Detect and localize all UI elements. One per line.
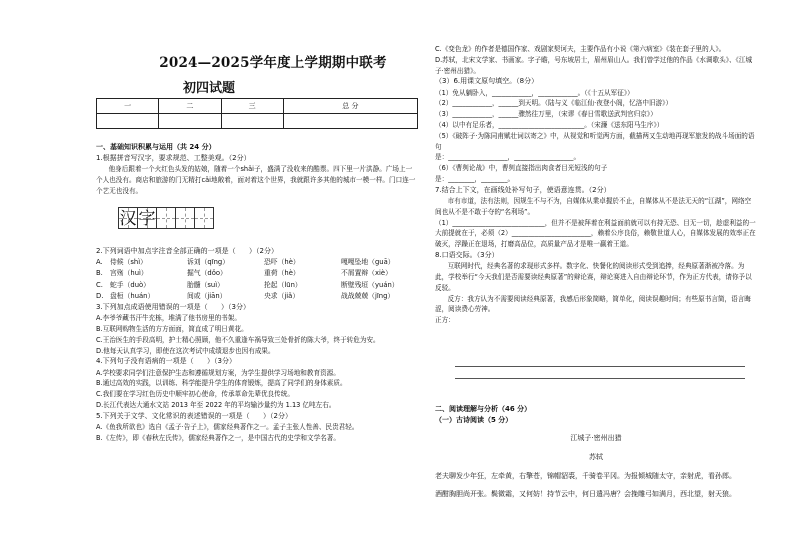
option-letter: A. — [96, 258, 103, 267]
poem-stanza-1: 老夫聊发少年狂，左牵黄，右擎苍，锦帽貂裘，千骑卷平冈。为报倾城随太守，亲射虎，看孙郎。 — [435, 471, 736, 480]
question-4-option-d: D.长江代表达大通水文站 2013 年至 2022 年的平均输沙量约为 1.13 亿吨左右。 — [96, 401, 336, 409]
option-item: 蛇手（duò） — [110, 280, 150, 289]
option-item: 嘎嘎坠地（guā） — [341, 258, 395, 267]
option-item: 盘桓（huán） — [110, 291, 155, 300]
answer-line[interactable] — [455, 378, 745, 379]
poem-author: 苏轼 — [589, 453, 603, 461]
poem-stanza-2: 酒酣胸胆尚开张。鬓微霜，又何妨！持节云中，何日遣冯唐？会挽雕弓如满月，西北望，射天狼。 — [435, 490, 736, 499]
grid-cell — [175, 207, 195, 229]
grid-cell — [194, 207, 214, 229]
question-6-line-5-answer[interactable]: 是：__________________，__________________。 — [435, 153, 581, 162]
right-column — [435, 44, 757, 326]
right-column-reading — [435, 404, 757, 508]
score-header-total: 总 分 — [283, 99, 417, 114]
left-column — [96, 142, 418, 197]
question-6-line-6-answer[interactable]: 是：________，________。 — [435, 174, 515, 183]
question-3-option-a: A.李爷爷藏书汗牛充栋，堆满了他书房里的书架。 — [96, 314, 241, 323]
question-6-line-1[interactable]: （1）免从躺卧入，____________，____________。（《十五从军征》） — [435, 88, 634, 97]
question-3-option-c: C.王治医生的手段高明，护士精心照顾，他不久重逢车祸导致三处骨折的陈大爷，终于转危为安。 — [96, 335, 380, 344]
score-cell-1[interactable] — [97, 114, 159, 129]
option-letter: B. — [96, 269, 103, 278]
question-5-option-d: D.苏轼，北宋文学家、书画家。字子瞻，号东坡居士，眉州眉山人。我们曾学过他的作品《水调歌头》、《江城子·密州出猎》。 — [435, 55, 753, 75]
grid-cell: 汉 — [119, 209, 137, 229]
option-item: 不屑置辩（xiè） — [341, 269, 392, 278]
left-column-lower — [96, 246, 418, 444]
score-cell-3[interactable] — [221, 114, 283, 129]
option-item: 侍候（shì） — [110, 258, 147, 267]
score-header-3: 三 — [221, 99, 283, 114]
exam-title: 2024—2025学年度上学期期中联考 — [159, 55, 387, 71]
question-3-option-d: D.他每天认真学习，即使在这次考试中成绩退步也因有成果。 — [96, 346, 275, 355]
question-7-blanks[interactable]: （1）____________________________，但并不是被拜着在利益面前就可以有持无恐、目无一切，趁虚利益的一大前提就在于，必须（2）________________________，赖着公序良俗，赖敬世道人心，自媒体发展的效率正在破灭，浮躁正在退场，打磨高品位，高质量产品才是唯一赢着王道。 — [435, 218, 756, 249]
question-1-passage: 他身后跟着一个火红色头发的姑娘，随着一个shǎi子，盛满了没收来的酷票。四下里一片洪静。广场上一个人也没有。商店和旅游的门无精打cǎi地敞着，面对着这个世界，我就跟许多其他的城市一模一样。门口连一个艺无也没有。 — [96, 165, 416, 195]
question-5-option-c: C.《变色龙》的作者是德国作家、戏剧家契诃夫，主要作品有小说《第六病室》《装在套子里的人》。 — [435, 45, 726, 53]
option-item: 恐吓（hè） — [264, 258, 300, 267]
question-3: 3.下列加点成语使用错误的一项是（ ）（3分） — [96, 303, 250, 312]
score-header-2: 二 — [159, 99, 221, 114]
poem-title: 江城子·密州出猎 — [570, 434, 622, 443]
writing-grid[interactable] — [119, 207, 214, 229]
score-table — [96, 98, 418, 129]
question-4-option-a: A.学校要求同学们注意保护生态和遵循规划方案，为学生提供学习场地和教育资源。 — [96, 368, 340, 377]
question-5: 5.下列关于文学、文化常识的表述错误的一项是（ ）（2分） — [96, 411, 292, 420]
option-item: 间或（jiān） — [187, 291, 227, 300]
option-item: 掘气（dǒo） — [187, 269, 227, 278]
question-6-line-4[interactable]: （4）以中有足乐者，__________________________。（宋濂《送东阳马生序》） — [435, 120, 664, 129]
option-letter: C. — [96, 280, 103, 289]
question-6-line-2[interactable]: （2）____________，______到天明。（陆与义《临江仙·夜登小阁，忆洛中旧游》） — [435, 99, 673, 108]
exam-subtitle: 初四试题 — [183, 81, 236, 96]
question-5-option-b: B.《左传》，即《春秋左氏传》，儒家经典著作之一，是中国古代的史学和文学名著。 — [96, 433, 340, 442]
score-cell-2[interactable] — [159, 114, 221, 129]
question-6-line-6: （6）《曹刿论战》中，曹刿直接指出肉食者目光短浅的句子 — [435, 164, 608, 173]
answer-line[interactable] — [455, 366, 745, 367]
option-item: 央求（jiǎ） — [264, 291, 300, 300]
question-6-line-3[interactable]: （3）____________，______骤然往万里，（宋谬《春日雪歌送武判官归京》） — [435, 110, 657, 119]
question-7: 7.结合上下文，在画线处补写句子，使语意连贯。（2分） — [435, 185, 611, 194]
question-7-passage: 市有市道，法有法则，因规生不与不为，自媒体从業卓握於不止，自媒体从不是法无天的“江湖”，网络空间也从不是不敢于夺的“名利场”。 — [435, 196, 752, 216]
option-item: 诉刘（qīng） — [187, 258, 230, 267]
subsection-poetry: （一）古诗阅读（5 分） — [435, 416, 513, 425]
grid-cell: 字 — [138, 209, 156, 229]
question-4: 4.下列句子没有语病的一项是（ ）（3分） — [96, 357, 236, 366]
question-4-option-b: B.通过高效的实践，以训练、科学能提升学生的体育锻炼，提高了同学们的身体素质。 — [96, 379, 347, 388]
option-item: 胎髓（suì） — [187, 280, 224, 289]
section-1-heading: 一、基础知识积累与运用（共 24 分） — [96, 143, 216, 151]
question-1: 1.根据拼音写汉字，要求规范、工整美观。（2分） — [96, 154, 251, 163]
section-2-heading: 二、阅读理解与分析（46 分） — [435, 405, 532, 413]
question-6-line-5: （5）《破阵子·为陈同甫赋壮词以寄之》中，从视觉和听觉两方面，截描两又生动地再现军旅发的战斗场面的语句 — [435, 131, 755, 151]
question-5-option-a: A.《鱼我所欲也》选自《孟子·告子上》，儒家经典著作之一。孟子主张人性善、民贵君轻。 — [96, 423, 359, 431]
option-item: 抡起（lūn） — [264, 280, 302, 289]
option-letter: D. — [96, 291, 104, 300]
question-4-option-c: C.我们要在学习红色历史中顺牢初心使命，传承革命先辈优良传统。 — [96, 390, 294, 399]
question-8-passage: 互联网时代，经典名著的求现形式多样。数字化、快餐化的阅读形式受到追捧，经典原著渐被冷落。为此，学校举行“今天我们是否需要读经典原著”的辩论赛，辩论赛进入自由辩论环节，作为正方代表，请你予以反驳。 — [435, 262, 752, 292]
question-8-opponent: 反方：我方认为不需要阅读经典原著，我感后形象简略，简单化，阅读误趣时间；有些原书言简，语言晦涩，阅读费心劳神。 — [435, 294, 751, 314]
option-item: 宫殇（huì） — [110, 269, 148, 278]
option-item: 战战兢兢（jīng） — [341, 291, 395, 300]
score-cell-total[interactable] — [283, 114, 417, 129]
question-8: 8.口语交际。（3分） — [435, 250, 499, 259]
question-3-option-b: B.互联网购物生活的方方面面，简直成了明日黄花。 — [96, 325, 248, 334]
option-item: 重荷（hè） — [264, 269, 300, 278]
question-2-options — [96, 257, 418, 302]
question-6: （3）6.用课文原句填空。（8分） — [435, 77, 539, 86]
question-2: 2.下列词语中加点字注音全部正确的一项是（ ）（2分） — [96, 247, 278, 255]
option-item: 断壁残垣（yuán） — [341, 280, 399, 289]
question-8-answer-label[interactable]: 正方： — [435, 316, 455, 325]
score-header-1: 一 — [97, 99, 159, 114]
grid-cell — [156, 207, 176, 229]
